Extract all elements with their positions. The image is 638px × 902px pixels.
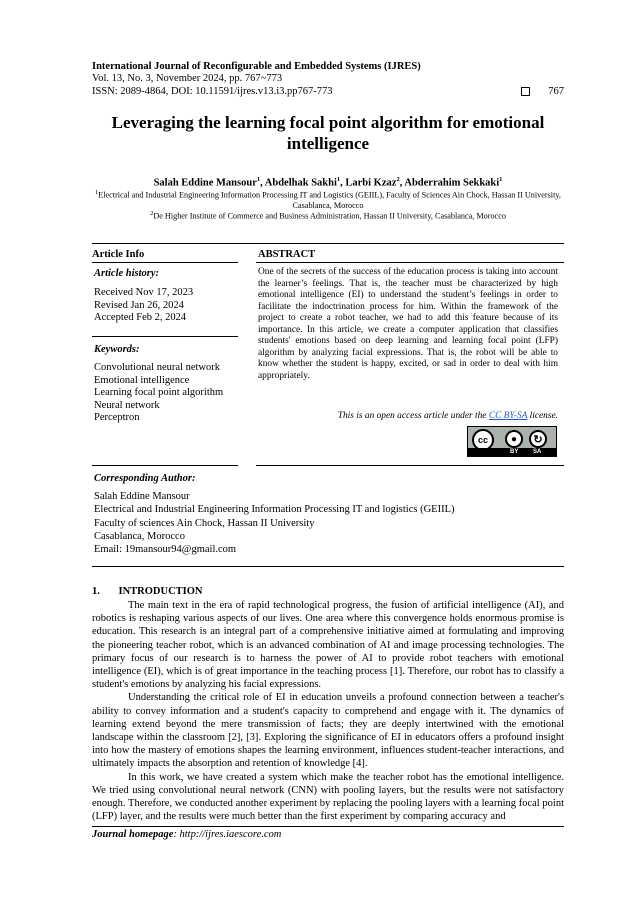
journal-header xyxy=(92,61,564,98)
cc-icon: cc xyxy=(472,429,494,451)
author-sup: 1 xyxy=(499,176,503,183)
corresponding-line: Faculty of sciences Ain Chock, Hassan II University xyxy=(94,517,315,529)
history-list xyxy=(94,287,193,325)
page-number: 767 xyxy=(548,85,564,97)
section-heading xyxy=(92,586,203,597)
keywords-list xyxy=(94,362,223,425)
person-icon: ● xyxy=(505,430,523,448)
keyword-item: Emotional intelligence xyxy=(94,374,190,386)
footer-label: Journal homepage xyxy=(92,829,174,840)
author-name: Abderrahim Sekkaki xyxy=(404,177,500,189)
divider-abstract-bottom xyxy=(256,465,564,466)
divider-abstract-head xyxy=(256,262,564,263)
abstract-text: One of the secrets of the success of the education process is taking into account the learner’s feelings. That is, the teacher must be characterized by high emotional intelligence (EI) to understand the student’s feelings in order to facilitate the indoctrination process for him. Within the framework of the project to create a robot teacher, we had to add this feature because of its importance. In this article, we create a computer application that classifies students' emotions based on deep learning and learning focal point (LFP) algorithm by analyzing facial expressions. That is, the robot will be able to know whether the student is happy, excited, or sad in order to deal with him appropriately. xyxy=(258,267,558,381)
journal-volume: Vol. 13, No. 3, November 2024, pp. 767~773 xyxy=(92,73,283,84)
paragraph: In this work, we have created a system which make the teacher robot has the emotional intelligence. We tried using convolutional neural network (CNN) with pooling layers, but the results were not satisfactory enough. Therefore, we conducted another experiment by replacing the pooling layers with a learning focal point (LFP) layer, and the results were much better than the first experiment by comparing accuracy and xyxy=(92,771,564,823)
corresponding-line: Salah Eddine Mansour xyxy=(94,491,190,502)
journal-name: International Journal of Reconfigurable and Embedded Systems (IJRES) xyxy=(92,61,421,72)
paragraph: Understanding the critical role of EI in education unveils a profound connection between a teacher's ability to convey information and a student's capacity to comprehend and engage with it. The dynamics of learning extend beyond the mere transmission of facts; they are deeply intertwined with the emotional landscape within the classroom [2], [3]. Exploring the significance of EI in educators offers a profound insight into how the mastery of emotions shapes the learning environment, influences student-teacher interactions, and ultimately impacts the absorption and retention of knowledge [4]. xyxy=(92,692,564,770)
author-sup: 1 xyxy=(256,176,261,183)
keyword-item: Neural network xyxy=(94,399,160,411)
abstract-heading: ABSTRACT xyxy=(258,249,316,260)
footer-url[interactable]: http://ijres.iaescore.com xyxy=(179,829,282,840)
author-name: Abdelhak Sakhi xyxy=(264,177,337,189)
author-name: Larbi Kzaz xyxy=(345,177,397,189)
divider-corresponding xyxy=(92,566,564,567)
paper-title: Leveraging the learning focal point algorithm for emotional intelligence xyxy=(111,113,545,153)
author-sup: 2 xyxy=(396,176,400,183)
article-info-heading: Article Info xyxy=(92,249,145,260)
author-sup: 1 xyxy=(336,176,341,183)
affiliation-2: $^2$De Higher Institute of Commerce and Business Administration, Hassan II University, Casablanca, Morocco xyxy=(150,210,506,221)
cc-badge-sa: SA xyxy=(533,449,542,455)
journal-footer: Journal homepage: http://ijres.iaescore.com xyxy=(92,829,282,840)
section-body xyxy=(92,599,564,823)
divider-keywords xyxy=(92,465,238,466)
history-item: Received Nov 17, 2023 xyxy=(94,287,194,298)
corresponding-line: Casablanca, Morocco xyxy=(94,530,185,542)
keyword-item: Perceptron xyxy=(94,412,140,423)
keyword-item: Learning focal point algorithm xyxy=(94,387,224,398)
corresponding-line: Electrical and Industrial Engineering Information Processing IT and logistics (GEIIL) xyxy=(94,504,455,516)
cc-by-sa-badge[interactable] xyxy=(467,426,557,457)
author-list: Salah Eddine Mansour$^1$, Abdelhak Sakhi$^1$, Larbi Kzaz$^2$, Abderrahim Sekkaki$^1$ xyxy=(153,176,503,189)
divider-info-head xyxy=(92,262,238,263)
author-name: Salah Eddine Mansour xyxy=(153,177,257,189)
divider-footer xyxy=(92,826,564,827)
corresponding-email[interactable]: Email: 19mansour94@gmail.com xyxy=(94,544,237,556)
journal-issn: ISSN: 2089-4864, DOI: 10.11591/ijres.v13.i3.pp767-773 xyxy=(92,85,333,97)
divider-top xyxy=(92,243,564,244)
cc-badge-by: BY xyxy=(510,449,519,455)
keyword-item: Convolutional neural network xyxy=(94,362,220,373)
checkbox-square-icon xyxy=(521,87,530,96)
share-alike-icon: ↻ xyxy=(529,430,547,448)
history-heading: Article history: xyxy=(94,268,160,279)
history-item: Accepted Feb 2, 2024 xyxy=(94,312,187,323)
license-link[interactable]: CC BY-SA xyxy=(488,411,528,421)
keywords-heading: Keywords: xyxy=(94,344,140,355)
divider-history xyxy=(92,336,238,337)
section-number: 1. xyxy=(92,586,100,597)
license-line: This is an open access article under the CC BY-SA license. xyxy=(337,411,558,421)
section-title: INTRODUCTION xyxy=(118,586,203,597)
corresponding-author xyxy=(94,490,455,556)
paragraph: The main text in the era of rapid technological progress, the fusion of artificial intelligence (AI), and robotics is reshaping various aspects of our lives. One area where this convergence holds enormous promise is education. This research is an integral part of a comprehensive initiative aimed at formulating and improving the pioneering teacher robot, which is an advanced combination of AI and image processing technologies. The primary focus of our research is to harness the power of AI to provide robot teachers with emotional intelligence (EI), which is of great importance in the teaching process [1]. Therefore, our robot has to classify a student's emotions by analyzing his facial expressions. xyxy=(92,600,564,691)
affiliation-1: $^1$Electrical and Industrial Engineering Information Processing IT and Logistics (GEIIL), Faculty of Sciences Ain Chock, Hassan II University, Casablanca, Morocco xyxy=(95,189,561,211)
history-item: Revised Jan 26, 2024 xyxy=(94,299,184,311)
corresponding-heading: Corresponding Author: xyxy=(94,473,196,484)
